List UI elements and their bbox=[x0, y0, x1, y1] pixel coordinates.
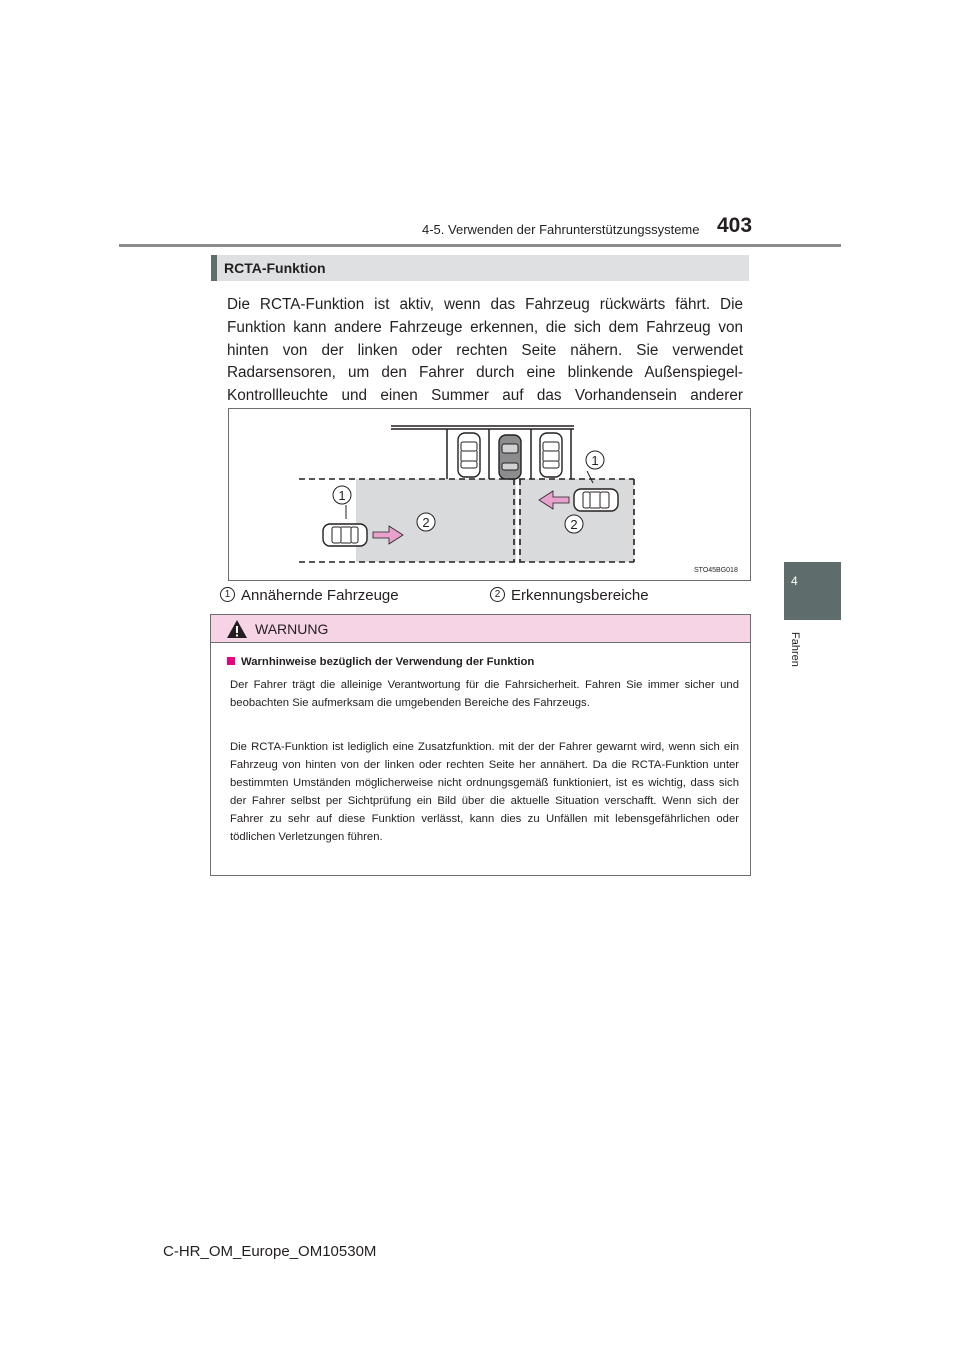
parked-car-left bbox=[458, 433, 480, 477]
callout-1-left-text: 1 bbox=[338, 488, 346, 503]
section-heading bbox=[211, 255, 749, 281]
warning-bullet-square bbox=[227, 657, 235, 665]
page-number: 403 bbox=[717, 214, 753, 237]
warning-title: WARNUNG bbox=[255, 621, 329, 637]
approaching-vehicle-right bbox=[574, 489, 618, 511]
warning-paragraph-2: Die RCTA-Funktion ist lediglich eine Zusatzfunktion. mit der der Fahrer gewarnt wird, wenn sich ein Fahrzeug von hinten von der linken oder rechten Seite her annähert. Da die RCTA-Funktion unter bestimmten Umständen möglicherweise nicht ordnungsgemäß funktioniert, ist es wichtig, dass sich der Fahrer selbst per Sichtprüfung ein Bild über die aktuelle Situation verschafft. Wenn sich der Fahrer zu sehr auf diese Funktion verlässt, kann dies zu Unfällen mit lebensgefährlichen oder tödlichen Verletzungen führen. bbox=[230, 741, 739, 843]
legend-1-text: Annähernde Fahrzeuge bbox=[241, 587, 399, 604]
rcta-illustration bbox=[228, 408, 751, 581]
rcta-diagram bbox=[229, 409, 750, 580]
warning-subheading bbox=[227, 656, 534, 668]
chapter-tab-number: 4 bbox=[791, 574, 798, 588]
figure-code: STO45BG018 bbox=[694, 567, 738, 574]
section-heading-bar bbox=[211, 255, 217, 281]
callout-2-left bbox=[417, 513, 435, 531]
detection-zone-left bbox=[356, 479, 516, 562]
warning-subheading-text: Warnhinweise bezüglich der Verwendung der Funktion bbox=[241, 656, 535, 668]
header-rule bbox=[119, 244, 841, 247]
own-vehicle bbox=[499, 435, 521, 479]
approaching-vehicle-left bbox=[323, 524, 367, 546]
intro-paragraph: Die RCTA-Funktion ist aktiv, wenn das Fahrzeug rückwärts fährt. Die Funktion kann andere Fahrzeuge erkennen, die sich dem Fahrzeug von hinten von der linken oder rechten Seite nähern. Sie verwendet Radarsensoren, um den Fahrer durch eine blinkende Außenspiegel-Kontrollleuchte und einen Summer auf das Vorhandensein anderer bbox=[227, 296, 743, 405]
callout-1-right-text: 1 bbox=[591, 453, 599, 468]
running-header-section: 4-5. Verwenden der Fahrunterstützungssysteme bbox=[422, 222, 700, 237]
document-footer: C-HR_OM_Europe_OM10530M bbox=[163, 1243, 377, 1260]
warning-triangle-icon bbox=[226, 619, 248, 639]
section-heading-text: RCTA-Funktion bbox=[224, 260, 326, 276]
warning-paragraph-1: Der Fahrer trägt die alleinige Verantwortung für die Fahrsicherheit. Fahren Sie immer sicher und beobachten Sie aufmerksam die umgebenden Bereiche des Fahrzeugs. bbox=[230, 679, 739, 709]
legend-2-text: Erkennungsbereiche bbox=[511, 587, 649, 604]
callout-2-right-text: 2 bbox=[570, 517, 578, 532]
parked-car-right bbox=[540, 433, 562, 477]
callout-1-right bbox=[586, 451, 604, 469]
legend-1-number: 1 bbox=[220, 587, 235, 602]
chapter-tab-label bbox=[784, 632, 806, 676]
chapter-tab-label-text: Fahren bbox=[789, 632, 801, 667]
callout-2-left-text: 2 bbox=[422, 515, 430, 530]
legend-2-number: 2 bbox=[490, 587, 505, 602]
callout-1-left bbox=[333, 486, 351, 504]
chapter-tab[interactable] bbox=[784, 562, 841, 620]
callout-2-right bbox=[565, 515, 583, 533]
